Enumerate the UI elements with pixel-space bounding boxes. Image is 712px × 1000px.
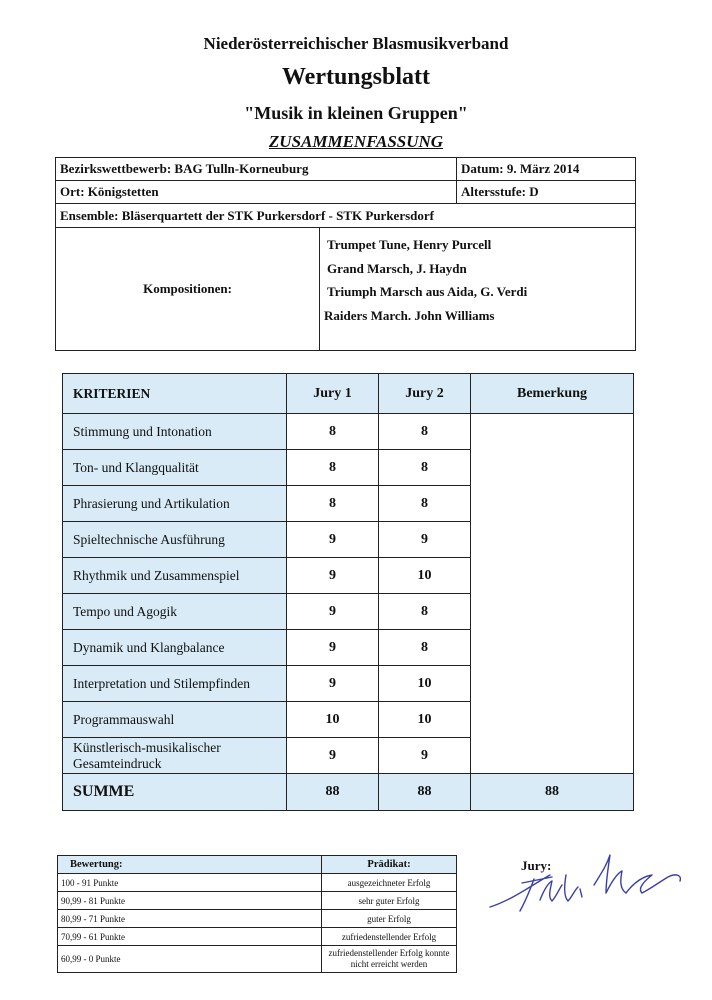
jury1-score: 9 xyxy=(287,558,379,594)
jury1-score: 8 xyxy=(287,450,379,486)
composition-item: Grand Marsch, J. Haydn xyxy=(327,260,467,276)
jury1-score: 9 xyxy=(287,594,379,630)
rating-range: 90,99 - 81 Punkte xyxy=(58,892,322,910)
jury2-score: 10 xyxy=(379,558,471,594)
jury2-score: 8 xyxy=(379,630,471,666)
ort-field: Ort: Königstetten xyxy=(55,180,457,204)
rating-predicate: zufriedenstellender Erfolg xyxy=(322,928,457,946)
jury1-score: 10 xyxy=(287,702,379,738)
rating-predicate: guter Erfolg xyxy=(322,910,457,928)
criteria-table xyxy=(62,373,634,811)
jury1-score: 9 xyxy=(287,522,379,558)
sum-row xyxy=(63,774,634,811)
total-sum: 88 xyxy=(471,774,634,811)
jury-signature xyxy=(482,845,692,920)
criterion-name: Programmauswahl xyxy=(63,702,287,738)
jury2-score: 10 xyxy=(379,702,471,738)
rating-range: 70,99 - 61 Punkte xyxy=(58,928,322,946)
header-kriterien: KRITERIEN xyxy=(63,374,287,414)
jury2-sum: 88 xyxy=(379,774,471,811)
table-row xyxy=(58,910,457,928)
section-title: ZUSAMMENFASSUNG xyxy=(268,132,444,151)
criterion-name: Stimmung und Intonation xyxy=(63,414,287,450)
bezirkswettbewerb-field: Bezirkswettbewerb: BAG Tulln-Korneuburg xyxy=(55,157,457,181)
header-praedikat: Prädikat: xyxy=(322,856,457,874)
criterion-name: Ton- und Klangqualität xyxy=(63,450,287,486)
criterion-name: Dynamik und Klangbalance xyxy=(63,630,287,666)
header-bemerkung: Bemerkung xyxy=(471,374,634,414)
criterion-name: Spieltechnische Ausführung xyxy=(63,522,287,558)
jury2-score: 8 xyxy=(379,486,471,522)
jury2-score: 8 xyxy=(379,414,471,450)
jury2-score: 10 xyxy=(379,666,471,702)
rating-range: 100 - 91 Punkte xyxy=(58,874,322,892)
composition-item: Raiders March. John Williams xyxy=(324,307,495,323)
header-jury2: Jury 2 xyxy=(379,374,471,414)
table-row xyxy=(58,892,457,910)
datum-field: Datum: 9. März 2014 xyxy=(456,157,636,181)
jury-label: Jury: xyxy=(521,858,552,873)
jury2-score: 8 xyxy=(379,450,471,486)
criterion-name: Interpretation und Stilempfinden xyxy=(63,666,287,702)
document-title: Wertungsblatt xyxy=(281,64,430,90)
jury1-score: 9 xyxy=(287,666,379,702)
rating-table xyxy=(57,855,457,973)
header-jury1: Jury 1 xyxy=(287,374,379,414)
altersstufe-field: Altersstufe: D xyxy=(456,180,636,204)
jury1-score: 9 xyxy=(287,738,379,774)
rating-range: 60,99 - 0 Punkte xyxy=(58,946,322,973)
jury2-score: 9 xyxy=(379,522,471,558)
criteria-header-row xyxy=(63,374,634,414)
jury2-score: 9 xyxy=(379,738,471,774)
table-row xyxy=(58,946,457,973)
rating-range: 80,99 - 71 Punkte xyxy=(58,910,322,928)
jury1-score: 8 xyxy=(287,414,379,450)
kompositionen-list xyxy=(319,227,636,351)
ensemble-field: Ensemble: Bläserquartett der STK Purkersdorf - STK Purkersdorf xyxy=(55,203,636,228)
criterion-name: Rhythmik und Zusammenspiel xyxy=(63,558,287,594)
jury1-sum: 88 xyxy=(287,774,379,811)
document-subtitle: "Musik in kleinen Gruppen" xyxy=(244,103,468,123)
table-row xyxy=(58,928,457,946)
criterion-name: Künstlerisch-musikalischer Gesamteindruck xyxy=(63,738,287,774)
composition-item: Trumpet Tune, Henry Purcell xyxy=(327,237,492,252)
jury2-score: 8 xyxy=(379,594,471,630)
rating-predicate: ausgezeichneter Erfolg xyxy=(322,874,457,892)
organization-name: Niederösterreichischer Blasmusikverband xyxy=(203,34,509,53)
kompositionen-label: Kompositionen: xyxy=(55,227,320,351)
header-bewertung: Bewertung: xyxy=(58,856,322,874)
table-row xyxy=(58,874,457,892)
jury1-score: 9 xyxy=(287,630,379,666)
sum-label: SUMME xyxy=(63,774,287,811)
rating-header-row xyxy=(58,856,457,874)
composition-item: Triumph Marsch aus Aida, G. Verdi xyxy=(327,284,528,299)
jury1-score: 8 xyxy=(287,486,379,522)
rating-predicate: sehr guter Erfolg xyxy=(322,892,457,910)
criterion-name: Tempo und Agogik xyxy=(63,594,287,630)
table-row xyxy=(63,414,634,450)
rating-predicate: zufriedenstellender Erfolg konnte nicht erreicht werden xyxy=(322,946,457,973)
bemerkung-cell xyxy=(471,414,634,774)
criterion-name: Phrasierung und Artikulation xyxy=(63,486,287,522)
